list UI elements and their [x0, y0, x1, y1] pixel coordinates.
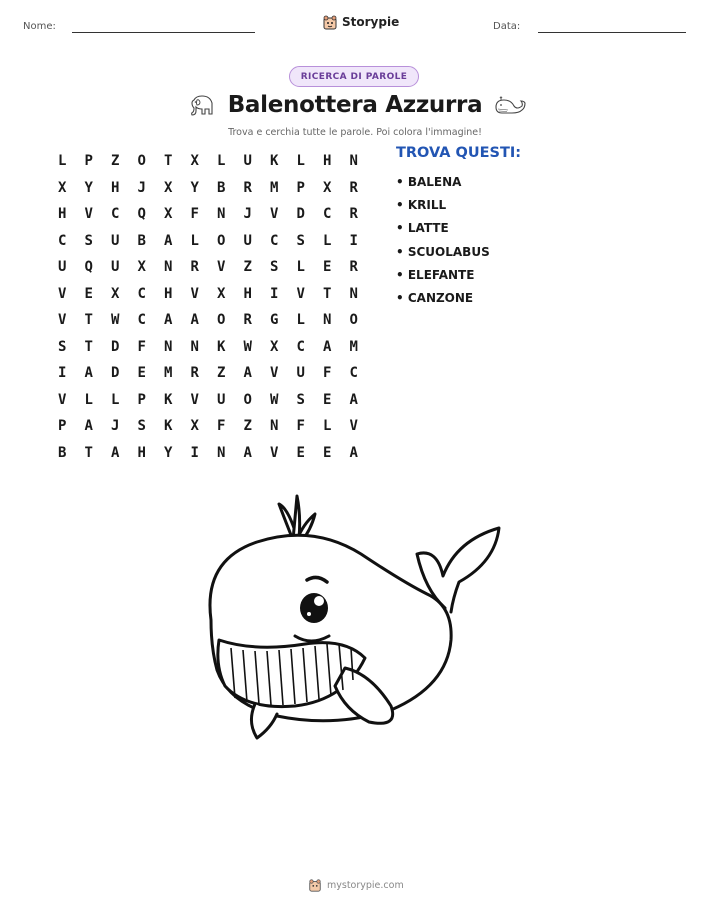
grid-letter: L: [111, 391, 120, 408]
word-item: • ELEFANTE: [396, 267, 475, 282]
grid-letter: E: [323, 444, 332, 461]
grid-letter: S: [58, 338, 67, 355]
grid-letter: A: [349, 391, 358, 408]
instructions: Trova e cerchia tutte le parole. Poi colora l'immagine!: [228, 127, 482, 138]
grid-letter: X: [217, 285, 226, 302]
grid-letter: D: [111, 365, 120, 382]
word-item: • CANZONE: [396, 291, 474, 306]
grid-letter: Y: [164, 444, 173, 461]
word-item: • KRILL: [396, 197, 447, 212]
grid-letter: J: [243, 206, 252, 223]
grid-letter: T: [84, 312, 93, 329]
grid-row: [49, 201, 367, 228]
grid-letter: M: [349, 338, 358, 355]
grid-letter: R: [349, 206, 358, 223]
grid-letter: N: [217, 206, 226, 223]
grid-letter: R: [349, 259, 358, 276]
grid-letter: P: [58, 418, 67, 435]
grid-letter: L: [84, 391, 93, 408]
whale-coloring-illustration: [195, 490, 515, 750]
grid-letter: S: [296, 232, 305, 249]
grid-letter: O: [243, 391, 252, 408]
grid-letter: X: [137, 259, 146, 276]
grid-letter: H: [243, 285, 252, 302]
grid-letter: F: [137, 338, 146, 355]
grid-letter: S: [270, 259, 279, 276]
grid-letter: F: [217, 418, 226, 435]
grid-letter: A: [111, 444, 120, 461]
grid-letter: V: [84, 206, 93, 223]
whale-icon: [492, 95, 526, 117]
grid-letter: C: [111, 206, 120, 223]
grid-letter: C: [137, 312, 146, 329]
grid-letter: X: [111, 285, 120, 302]
grid-letter: N: [164, 259, 173, 276]
grid-letter: V: [58, 285, 67, 302]
grid-letter: Z: [217, 365, 226, 382]
grid-letter: P: [296, 179, 305, 196]
grid-letter: R: [243, 179, 252, 196]
grid-letter: V: [217, 259, 226, 276]
grid-letter: K: [270, 153, 279, 170]
date-label: Data:: [493, 21, 521, 32]
grid-letter: N: [190, 338, 199, 355]
grid-letter: O: [217, 232, 226, 249]
grid-letter: X: [58, 179, 67, 196]
grid-letter: H: [111, 179, 120, 196]
storypie-icon: [322, 14, 338, 30]
grid-letter: X: [164, 179, 173, 196]
name-line: [72, 32, 255, 33]
grid-letter: B: [137, 232, 146, 249]
grid-letter: A: [243, 365, 252, 382]
grid-letter: R: [243, 312, 252, 329]
grid-letter: U: [111, 259, 120, 276]
name-label: Nome:: [23, 21, 56, 32]
grid-letter: V: [190, 285, 199, 302]
grid-letter: P: [84, 153, 93, 170]
word-list-title: TROVA QUESTI:: [396, 145, 522, 161]
grid-letter: E: [323, 391, 332, 408]
grid-letter: H: [323, 153, 332, 170]
grid-letter: N: [349, 153, 358, 170]
grid-letter: G: [270, 312, 279, 329]
grid-letter: W: [243, 338, 252, 355]
storypie-icon: [308, 878, 322, 892]
grid-letter: Y: [84, 179, 93, 196]
grid-letter: X: [190, 153, 199, 170]
grid-letter: U: [243, 232, 252, 249]
grid-letter: R: [190, 259, 199, 276]
footer-url[interactable]: mystorypie.com: [327, 879, 404, 891]
grid-letter: V: [190, 391, 199, 408]
grid-letter: V: [270, 444, 279, 461]
grid-row: [49, 440, 367, 467]
grid-letter: C: [137, 285, 146, 302]
grid-letter: A: [323, 338, 332, 355]
grid-row: [49, 228, 367, 255]
grid-letter: T: [164, 153, 173, 170]
grid-letter: N: [217, 444, 226, 461]
grid-letter: L: [296, 153, 305, 170]
grid-letter: I: [270, 285, 279, 302]
grid-letter: I: [349, 232, 358, 249]
grid-letter: C: [349, 365, 358, 382]
grid-letter: V: [58, 312, 67, 329]
grid-letter: X: [270, 338, 279, 355]
grid-letter: F: [190, 206, 199, 223]
grid-letter: E: [296, 444, 305, 461]
grid-letter: L: [296, 259, 305, 276]
grid-letter: W: [270, 391, 279, 408]
grid-letter: N: [349, 285, 358, 302]
word-item: • SCUOLABUS: [396, 244, 490, 259]
grid-letter: N: [270, 418, 279, 435]
grid-letter: T: [84, 444, 93, 461]
grid-letter: A: [243, 444, 252, 461]
grid-row: [49, 360, 367, 387]
letter-grid: [49, 148, 367, 466]
grid-row: [49, 334, 367, 361]
grid-letter: C: [270, 232, 279, 249]
grid-letter: B: [217, 179, 226, 196]
grid-letter: D: [296, 206, 305, 223]
grid-letter: B: [58, 444, 67, 461]
grid-letter: F: [323, 365, 332, 382]
grid-row: [49, 307, 367, 334]
grid-row: [49, 148, 367, 175]
grid-letter: K: [164, 418, 173, 435]
grid-letter: L: [190, 232, 199, 249]
grid-letter: V: [296, 285, 305, 302]
grid-letter: Z: [111, 153, 120, 170]
grid-letter: O: [137, 153, 146, 170]
grid-letter: I: [190, 444, 199, 461]
grid-letter: U: [111, 232, 120, 249]
grid-letter: U: [243, 153, 252, 170]
grid-letter: N: [323, 312, 332, 329]
grid-letter: Z: [243, 259, 252, 276]
grid-letter: Q: [84, 259, 93, 276]
grid-letter: K: [164, 391, 173, 408]
grid-letter: A: [190, 312, 199, 329]
grid-letter: R: [190, 365, 199, 382]
grid-letter: A: [84, 365, 93, 382]
grid-letter: C: [323, 206, 332, 223]
grid-letter: I: [58, 365, 67, 382]
grid-letter: C: [58, 232, 67, 249]
grid-letter: U: [58, 259, 67, 276]
grid-letter: L: [217, 153, 226, 170]
grid-letter: S: [84, 232, 93, 249]
grid-letter: Y: [190, 179, 199, 196]
grid-row: [49, 175, 367, 202]
grid-letter: X: [323, 179, 332, 196]
grid-letter: L: [58, 153, 67, 170]
grid-letter: A: [349, 444, 358, 461]
grid-letter: L: [323, 232, 332, 249]
grid-letter: J: [137, 179, 146, 196]
grid-letter: V: [58, 391, 67, 408]
grid-letter: U: [296, 365, 305, 382]
page-title: Balenottera Azzurra: [227, 92, 483, 118]
grid-letter: T: [323, 285, 332, 302]
word-list: [396, 170, 490, 310]
grid-letter: K: [217, 338, 226, 355]
word-item: • BALENA: [396, 174, 462, 189]
grid-letter: Q: [137, 206, 146, 223]
grid-letter: J: [111, 418, 120, 435]
grid-letter: X: [164, 206, 173, 223]
grid-letter: P: [137, 391, 146, 408]
grid-letter: L: [296, 312, 305, 329]
date-line: [538, 32, 686, 33]
grid-letter: T: [84, 338, 93, 355]
grid-letter: V: [349, 418, 358, 435]
grid-letter: L: [323, 418, 332, 435]
grid-letter: H: [58, 206, 67, 223]
grid-letter: S: [137, 418, 146, 435]
grid-letter: C: [296, 338, 305, 355]
grid-letter: H: [164, 285, 173, 302]
grid-letter: A: [164, 312, 173, 329]
grid-letter: N: [164, 338, 173, 355]
grid-letter: M: [164, 365, 173, 382]
grid-row: [49, 281, 367, 308]
grid-row: [49, 254, 367, 281]
grid-letter: X: [190, 418, 199, 435]
grid-letter: Z: [243, 418, 252, 435]
grid-letter: A: [84, 418, 93, 435]
grid-letter: S: [296, 391, 305, 408]
word-item: • LATTE: [396, 221, 449, 236]
grid-letter: W: [111, 312, 120, 329]
brand-logo: [322, 14, 399, 30]
grid-letter: M: [270, 179, 279, 196]
grid-letter: A: [164, 232, 173, 249]
grid-letter: V: [270, 206, 279, 223]
grid-letter: H: [137, 444, 146, 461]
grid-row: [49, 387, 367, 414]
grid-letter: V: [270, 365, 279, 382]
grid-letter: D: [111, 338, 120, 355]
grid-letter: O: [217, 312, 226, 329]
footer: [308, 878, 404, 892]
grid-letter: E: [84, 285, 93, 302]
grid-letter: E: [137, 365, 146, 382]
activity-badge: RICERCA DI PAROLE: [289, 66, 419, 87]
brand-name: Storypie: [342, 15, 400, 29]
grid-letter: R: [349, 179, 358, 196]
grid-letter: E: [323, 259, 332, 276]
grid-letter: O: [349, 312, 358, 329]
grid-letter: F: [296, 418, 305, 435]
grid-row: [49, 413, 367, 440]
grid-letter: U: [217, 391, 226, 408]
